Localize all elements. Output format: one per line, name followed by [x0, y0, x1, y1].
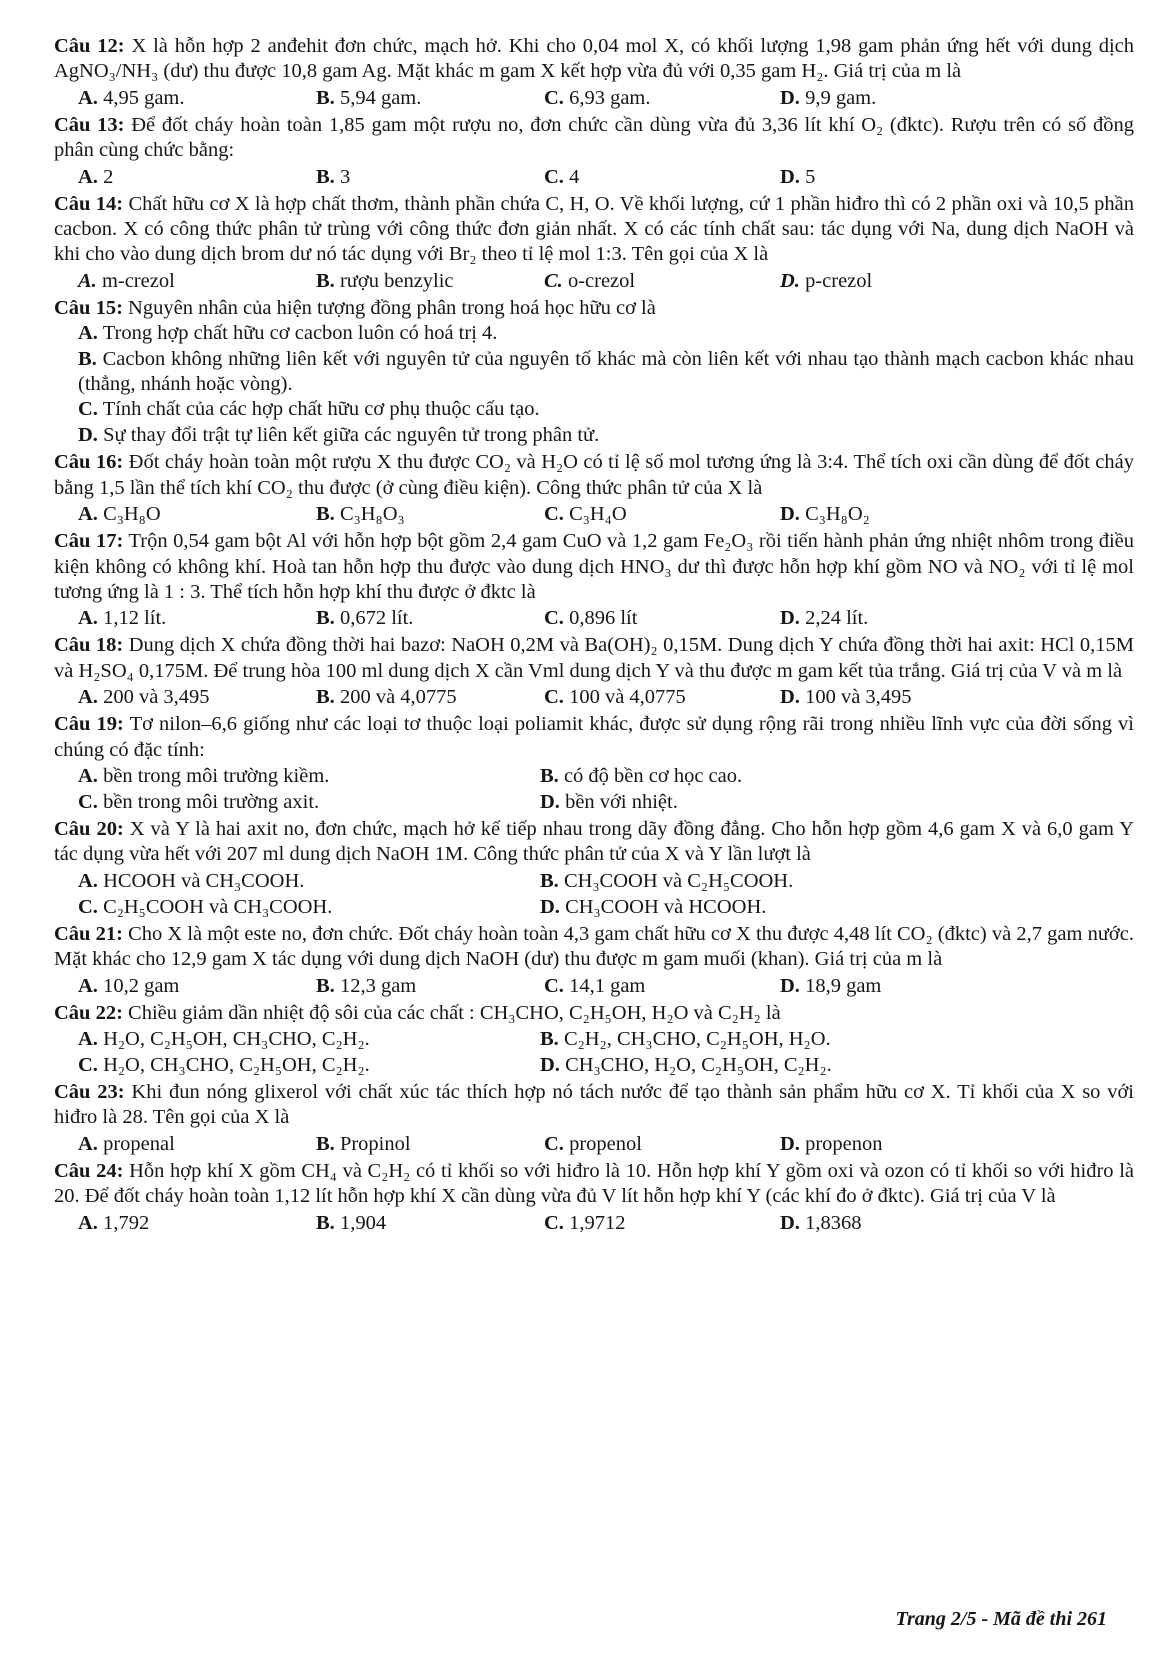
options-row	[54, 164, 1134, 190]
option-b: B. 5,94 gam.	[316, 86, 422, 109]
question-12	[54, 34, 1134, 111]
question-13	[54, 113, 1134, 190]
options-row	[54, 1026, 1134, 1052]
option-c: C. C₃H₄O	[544, 503, 627, 526]
question-16	[54, 450, 1134, 527]
question-text: Cho X là một este no, đơn chức. Đốt cháy hoàn toàn 4,3 gam chất hữu cơ X thu được 4,48 lít CO₂ (đktc) và 2,7 gam nước. Mặt khác cho 12,9 gam X tác dụng với dung dịch NaOH (dư) thu được m gam muối (khan). Giá trị của m là	[54, 922, 1134, 971]
question-number: Câu 22:	[54, 1001, 123, 1024]
option-c: C. 1,9712	[544, 1211, 626, 1234]
option-a: A. m-crezol	[78, 269, 175, 292]
option-d: D. 1,8368	[780, 1211, 862, 1234]
option-a: A. bền trong môi trường kiềm.	[78, 764, 330, 787]
option-c: C. 14,1 gam	[544, 974, 646, 997]
exam-page	[54, 34, 1134, 1238]
question-text: X và Y là hai axit no, đơn chức, mạch hở kế tiếp nhau trong dãy đồng đẳng. Cho hỗn hợp gồm 4,6 gam X và 6,0 gam Y tác dụng vừa hết với 207 ml dung dịch NaOH 1M. Công thức phân tử của X và Y lần lượt là	[54, 817, 1134, 866]
options-row	[54, 763, 1134, 789]
option-d: D. 100 và 3,495	[780, 686, 912, 709]
question-number: Câu 24:	[54, 1159, 124, 1182]
question-text: Để đốt cháy hoàn toàn 1,85 gam một rượu no, đơn chức cần dùng vừa đủ 3,36 lít khí O₂ (đktc). Rượu trên có số đồng phân cùng chức bằng:	[54, 113, 1134, 162]
option-a: A. H₂O, C₂H₅OH, CH₃CHO, C₂H₂.	[78, 1027, 370, 1050]
question-14	[54, 192, 1134, 294]
question-21	[54, 922, 1134, 999]
options-row	[54, 868, 1134, 894]
option-c: C. Tính chất của các hợp chất hữu cơ phụ thuộc cấu tạo.	[78, 398, 540, 421]
option-c: C. C₂H₅COOH và CH₃COOH.	[78, 895, 333, 918]
options-row	[54, 1131, 1134, 1157]
question-number: Câu 17:	[54, 530, 124, 553]
question-23	[54, 1080, 1134, 1157]
option-c: C. 100 và 4,0775	[544, 686, 686, 709]
option-b: B. có độ bền cơ học cao.	[540, 764, 743, 787]
question-text: Hỗn hợp khí X gồm CH₄ và C₂H₂ có tỉ khối so với hiđro là 10. Hỗn hợp khí Y gồm oxi và ozon có tỉ khối so với hiđro là 20. Để đốt cháy hoàn toàn 1,12 lít hỗn hợp khí X cần dùng vừa đủ V lít hỗn hợp khí Y (các khí đo ở đktc). Giá trị của V là	[54, 1159, 1134, 1208]
option-d: D. propenon	[780, 1132, 883, 1155]
option-b: B. C₂H₂, CH₃CHO, C₂H₅OH, H₂O.	[540, 1027, 831, 1050]
options-row	[54, 1052, 1134, 1078]
question-20	[54, 817, 1134, 920]
option-d: D. CH₃CHO, H₂O, C₂H₅OH, C₂H₂.	[540, 1053, 832, 1076]
option-a: A. Trong hợp chất hữu cơ cacbon luôn có hoá trị 4.	[78, 322, 498, 345]
option-d: D. 2,24 lít.	[780, 607, 869, 630]
question-text: X là hỗn hợp 2 anđehit đơn chức, mạch hở. Khi cho 0,04 mol X, có khối lượng 1,98 gam phản ứng hết với dung dịch AgNO₃/NH₃ (dư) thu được 10,8 gam Ag. Mặt khác m gam X kết hợp vừa đủ với 0,35 gam H₂. Giá trị của m là	[54, 35, 1134, 83]
option-c: C. o-crezol	[544, 269, 636, 292]
question-19	[54, 712, 1134, 815]
question-number: Câu 13:	[54, 113, 125, 136]
option-b: B. 12,3 gam	[316, 974, 417, 997]
options-row	[54, 789, 1134, 815]
option-b: B. rượu benzylic	[316, 269, 454, 292]
options-row	[54, 973, 1134, 999]
option-a: A. C₃H₈O	[78, 503, 161, 526]
option-c: C. 4	[544, 165, 580, 188]
options-row	[54, 268, 1134, 294]
option-b: B. 200 và 4,0775	[316, 686, 457, 709]
question-text: Đốt cháy hoàn toàn một rượu X thu được CO₂ và H₂O có tỉ lệ số mol tương ứng là 3:4. Thể tích oxi cần dùng để đốt cháy bằng 1,5 lần thể tích khí CO₂ thu được (ở cùng điều kiện). Công thức phân tử của X là	[54, 451, 1134, 499]
question-number: Câu 23:	[54, 1080, 125, 1103]
option-a: A. 10,2 gam	[78, 974, 180, 997]
option-c: C. 6,93 gam.	[544, 86, 651, 109]
question-number: Câu 12:	[54, 35, 125, 57]
option-c: C. propenol	[544, 1132, 642, 1155]
option-a: A. 200 và 3,495	[78, 686, 210, 709]
question-number: Câu 18:	[54, 634, 124, 657]
question-number: Câu 15:	[54, 296, 123, 319]
option-b: B. Cacbon không những liên kết với nguyên tử của nguyên tố khác mà còn liên kết với nhau tạo thành mạch cacbon khác nhau (thẳng, nhánh hoặc vòng).	[78, 347, 1134, 396]
options-row	[54, 85, 1134, 111]
option-b: B. Propinol	[316, 1132, 411, 1155]
option-b: B. CH₃COOH và C₂H₅COOH.	[540, 869, 794, 892]
option-d: D. 18,9 gam	[780, 974, 882, 997]
question-text: Khi đun nóng glixerol với chất xúc tác thích hợp nó tách nước để tạo thành sản phẩm hữu cơ X. Tỉ khối của X so với hiđro là 28. Tên gọi của X là	[54, 1080, 1135, 1129]
option-c: C. H₂O, CH₃CHO, C₂H₅OH, C₂H₂.	[78, 1053, 370, 1076]
question-number: Câu 14:	[54, 192, 124, 215]
option-d: D. Sự thay đổi trật tự liên kết giữa các nguyên tử trong phân tử.	[78, 423, 600, 446]
option-d: D. 9,9 gam.	[780, 86, 877, 109]
options-row	[54, 501, 1134, 527]
question-text: Tơ nilon–6,6 giống như các loại tơ thuộc loại poliamit khác, được sử dụng rộng rãi trong nhiều lĩnh vực của đời sống vì chúng có đặc tính:	[54, 713, 1134, 761]
option-a: A. 1,12 lít.	[78, 607, 167, 630]
option-a: A. HCOOH và CH₃COOH.	[78, 869, 305, 892]
question-17	[54, 529, 1134, 631]
page-footer: Trang 2/5 - Mã đề thi 261	[895, 1608, 1107, 1630]
question-18	[54, 633, 1134, 710]
option-c: C. 0,896 lít	[544, 607, 638, 630]
question-text: Trộn 0,54 gam bột Al với hỗn hợp bột gồm 2,4 gam CuO và 1,2 gam Fe₂O₃ rồi tiến hành phản ứng nhiệt nhôm trong điều kiện không có không khí. Hoà tan hỗn hợp thu được vào dung dịch HNO₃ dư thì được hỗn hợp khí gồm NO và NO₂ với tỉ lệ mol tương ứng là 1 : 3. Thể tích hỗn hợp khí thu được ở đktc là	[54, 530, 1134, 603]
question-24	[54, 1159, 1134, 1236]
option-b: B. 1,904	[316, 1211, 387, 1234]
question-15	[54, 296, 1134, 448]
option-a: A. 2	[78, 165, 114, 188]
option-b: B. C₃H₈O₃	[316, 503, 405, 526]
option-c: C. bền trong môi trường axit.	[78, 790, 320, 813]
option-a: A. 1,792	[78, 1211, 150, 1234]
option-a: A. propenal	[78, 1132, 175, 1155]
question-number: Câu 19:	[54, 713, 124, 736]
options-row	[54, 605, 1134, 631]
option-d: D. p-crezol	[780, 269, 873, 292]
option-d: D. C₃H₈O₂	[780, 503, 870, 526]
options-row	[54, 684, 1134, 710]
question-text: Dung dịch X chứa đồng thời hai bazơ: NaOH 0,2M và Ba(OH)₂ 0,15M. Dung dịch Y chứa đồng thời hai axit: HCl 0,15M và H₂SO₄ 0,175M. Để trung hòa 100 ml dung dịch X cần Vml dung dịch Y và thu được m gam kết tủa trắng. Giá trị của V và m là	[54, 634, 1134, 682]
question-text: Nguyên nhân của hiện tượng đồng phân trong hoá học hữu cơ là	[128, 296, 656, 319]
option-a: A. 4,95 gam.	[78, 86, 185, 109]
question-number: Câu 20:	[54, 817, 124, 840]
option-d: D. CH₃COOH và HCOOH.	[540, 895, 767, 918]
option-b: B. 0,672 lít.	[316, 607, 414, 630]
option-b: B. 3	[316, 165, 351, 188]
question-text: Chiều giảm dần nhiệt độ sôi của các chất : CH₃CHO, C₂H₅OH, H₂O và C₂H₂ là	[128, 1001, 781, 1024]
question-22	[54, 1001, 1134, 1078]
option-d: D. bền với nhiệt.	[540, 790, 678, 813]
question-number: Câu 16:	[54, 451, 124, 474]
question-text: Chất hữu cơ X là hợp chất thơm, thành phần chứa C, H, O. Về khối lượng, cứ 1 phần hiđro thì có 2 phần oxi và 10,5 phần cacbon. X có công thức phân tử trùng với công thức đơn giản nhất. X có các tính chất sau: tác dụng với Na, dung dịch NaOH và khi cho vào dung dịch brom dư nó tác dụng với Br₂ theo tỉ lệ mol 1:3. Tên gọi của X là	[54, 192, 1134, 266]
question-number: Câu 21:	[54, 922, 123, 945]
option-d: D. 5	[780, 165, 816, 188]
options-row	[54, 894, 1134, 920]
options-row	[54, 1210, 1134, 1236]
